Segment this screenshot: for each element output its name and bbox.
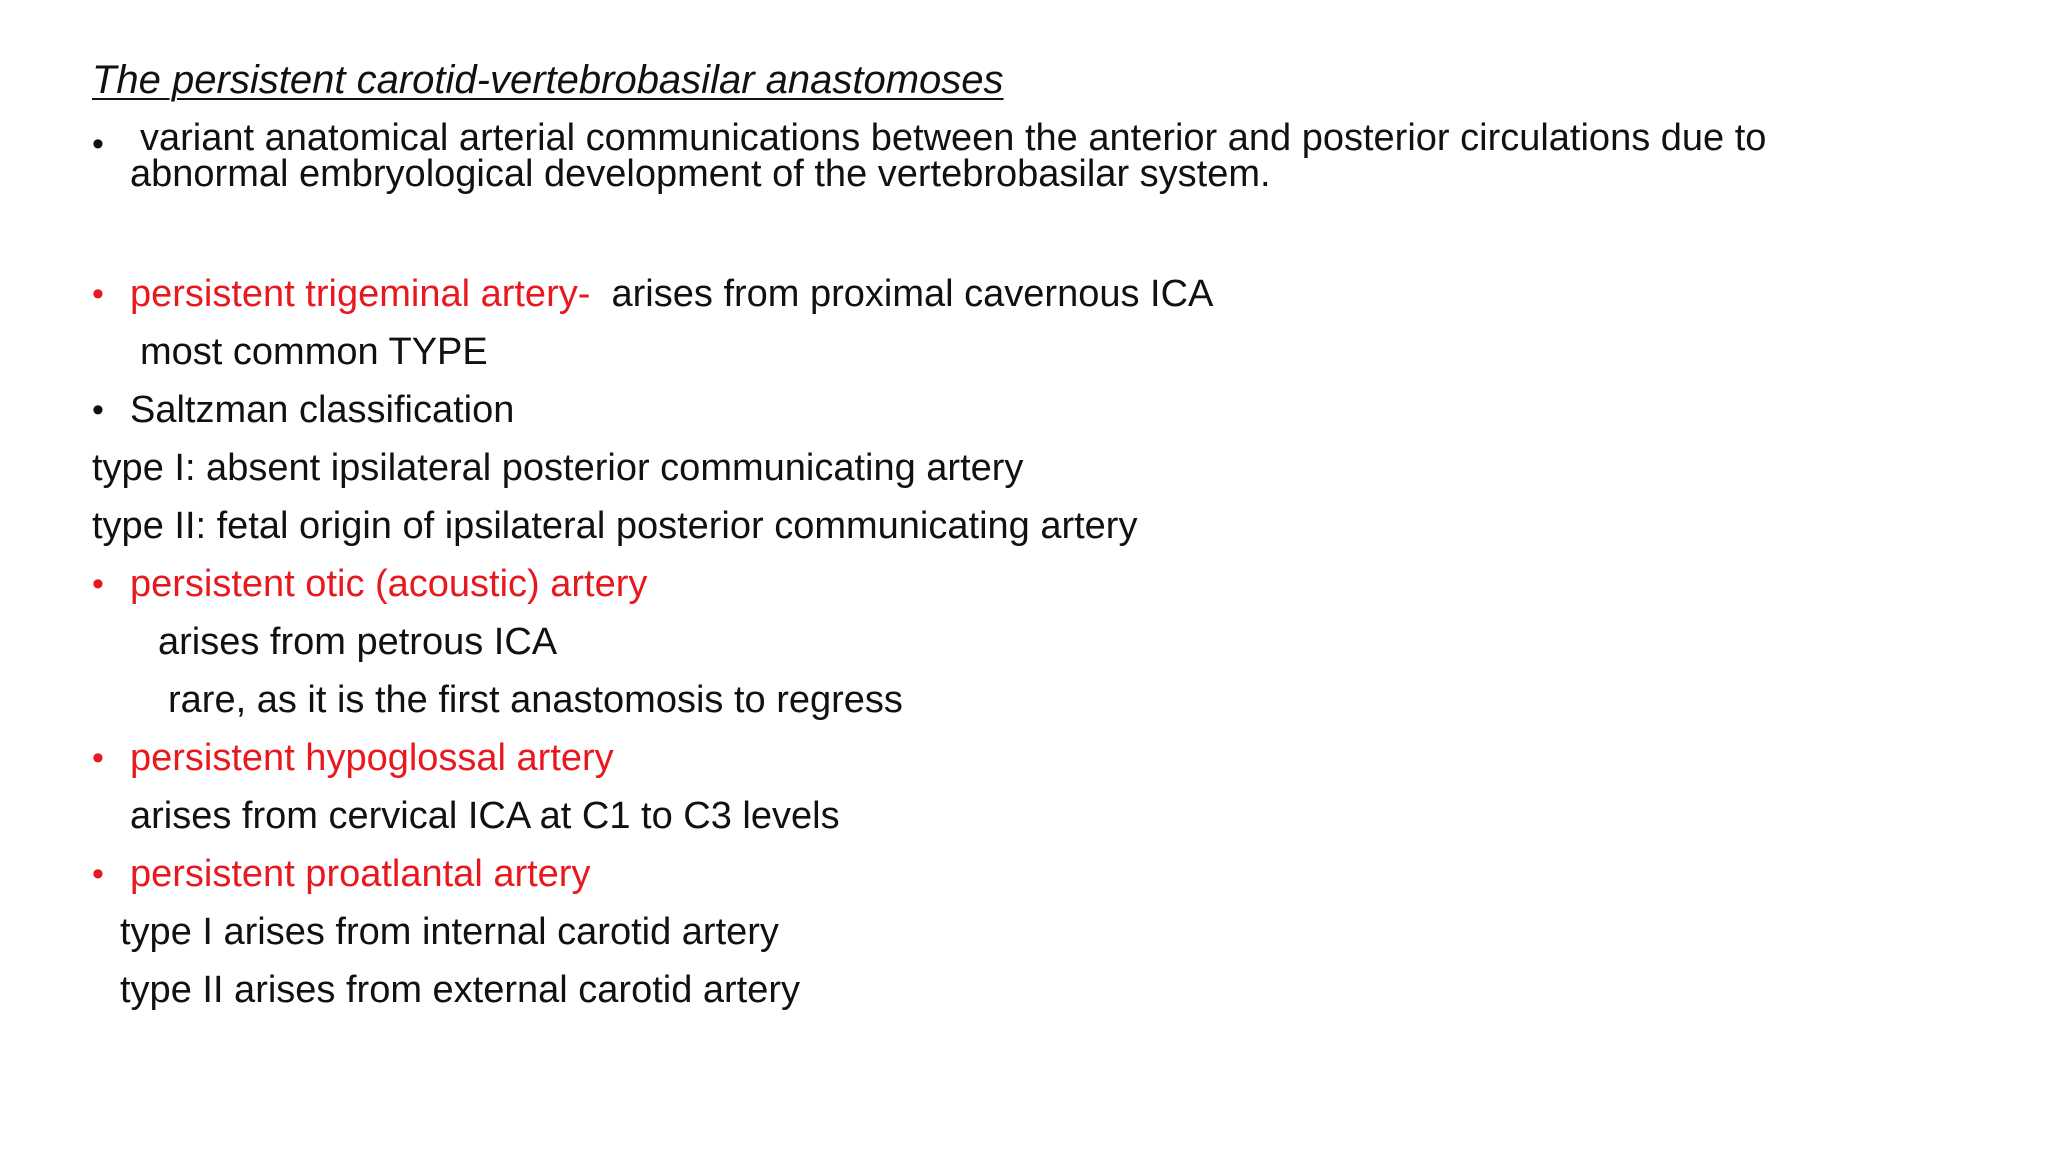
trigeminal-note: most common TYPE	[140, 331, 488, 373]
slide-title: The persistent carotid-vertebrobasilar anastomoses	[92, 58, 1004, 102]
saltzman-type2: type II: fetal origin of ipsilateral posterior communicating artery	[92, 505, 1138, 547]
saltzman-heading: Saltzman classification	[130, 389, 515, 431]
proatlantal-type1: type I arises from internal carotid artery	[120, 911, 779, 953]
proatlantal-type2: type II arises from external carotid artery	[120, 969, 801, 1011]
trigeminal-detail: arises from proximal cavernous ICA	[611, 273, 1214, 315]
trigeminal-row	[130, 272, 1213, 316]
bullet-icon: •	[92, 855, 104, 893]
bullet-icon: •	[92, 391, 104, 429]
bullet-icon: •	[92, 565, 104, 603]
proatlantal-heading: persistent proatlantal artery	[130, 853, 591, 895]
bullet-icon: •	[92, 125, 104, 163]
bullet-icon: •	[92, 275, 104, 313]
intro-line-2: abnormal embryological development of the vertebrobasilar system.	[130, 153, 1271, 195]
otic-detail-2: rare, as it is the first anastomosis to regress	[168, 679, 903, 721]
otic-detail-1: arises from petrous ICA	[158, 621, 558, 663]
hypoglossal-detail: arises from cervical ICA at C1 to C3 levels	[130, 795, 840, 837]
intro-line-1: variant anatomical arterial communications between the anterior and posterior circulations due to	[140, 117, 1767, 159]
trigeminal-heading: persistent trigeminal artery	[130, 273, 578, 315]
hypoglossal-heading: persistent hypoglossal artery	[130, 737, 614, 779]
otic-heading: persistent otic (acoustic) artery	[130, 563, 648, 605]
trigeminal-dash: -	[577, 273, 591, 315]
bullet-icon: •	[92, 739, 104, 777]
saltzman-type1: type I: absent ipsilateral posterior communicating artery	[92, 447, 1024, 489]
